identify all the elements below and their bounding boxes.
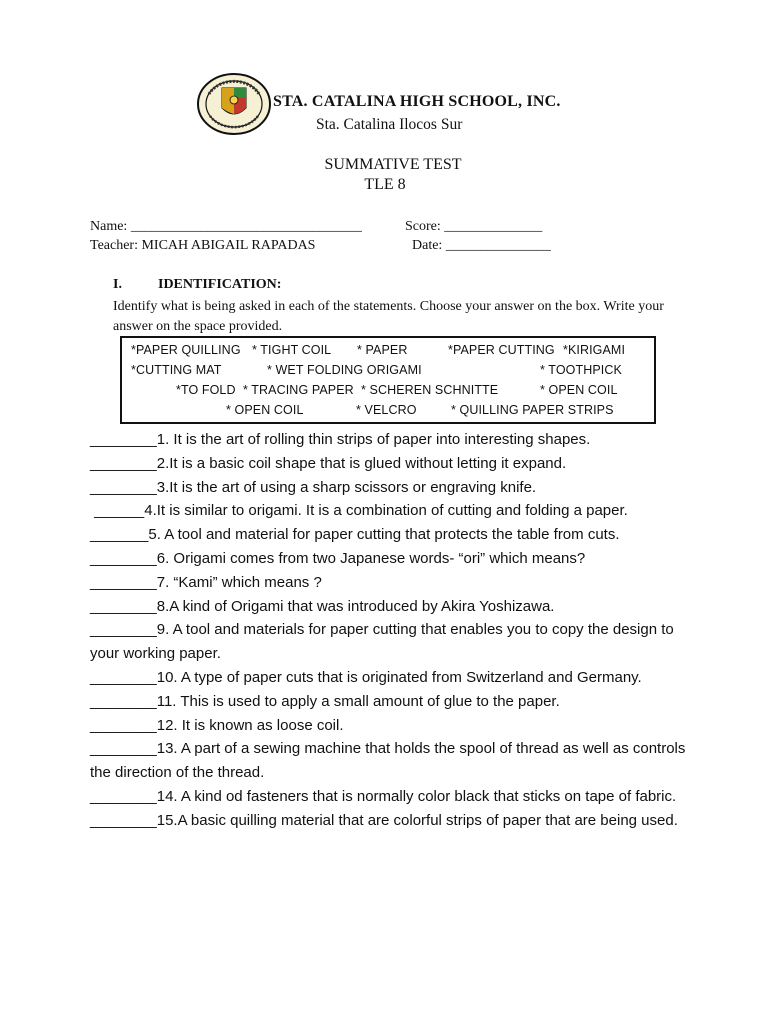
question-item[interactable]: ________1. It is the art of rolling thin strips of paper into interesting shapes. — [90, 431, 591, 448]
choice-item: *TO FOLD — [176, 383, 236, 397]
choice-item: * OPEN COIL — [226, 403, 304, 417]
teacher-label: Teacher: MICAH ABIGAIL RAPADAS — [90, 238, 316, 253]
question-item[interactable]: ________15.A basic quilling material that are colorful strips of paper that are being used. — [90, 811, 678, 829]
choice-item: * SCHEREN SCHNITTE — [361, 383, 499, 397]
question-item[interactable]: ________13. A part of a sewing machine that holds the spool of thread as well as controls the direction of the thread. — [90, 740, 686, 782]
question-item[interactable]: ________8.A kind of Origami that was introduced by Akira Yoshizawa. — [90, 597, 555, 615]
school-name: STA. CATALINA HIGH SCHOOL, INC. — [273, 93, 561, 110]
question-list — [90, 428, 690, 833]
question-item[interactable]: ________14. A kind od fasteners that is normally color black that sticks on tape of fabric. — [90, 787, 677, 805]
answer-choices-box — [120, 336, 656, 424]
choice-item: * TIGHT COIL — [252, 343, 332, 357]
question-item[interactable]: ________6. Origami comes from two Japanese words- “ori” which means? — [90, 549, 586, 567]
choice-item: * VELCRO — [356, 403, 417, 417]
choice-item: *KIRIGAMI — [563, 343, 626, 357]
question-item[interactable]: ________7. “Kami” which means ? — [90, 573, 322, 591]
choice-item: * TOOTHPICK — [540, 363, 622, 377]
question-item[interactable]: ________3.It is the art of using a sharp scissors or engraving knife. — [90, 478, 537, 496]
name-field[interactable]: Name: _________________________________ — [90, 219, 362, 234]
question-item[interactable]: ______4.It is similar to origami. It is a combination of cutting and folding a paper. — [90, 502, 628, 520]
score-field[interactable]: Score: ______________ — [405, 219, 543, 234]
section-title: IDENTIFICATION: — [158, 277, 282, 292]
question-item[interactable]: ________12. It is known as loose coil. — [90, 716, 344, 734]
school-location: Sta. Catalina Ilocos Sur — [316, 116, 463, 133]
choice-item: * OPEN COIL — [540, 383, 618, 397]
section-number: I. — [113, 277, 122, 292]
question-item[interactable]: _______5. A tool and material for paper cutting that protects the table from cuts. — [90, 526, 620, 544]
choice-item: *PAPER CUTTING — [448, 343, 555, 357]
question-item[interactable]: ________10. A type of paper cuts that is originated from Switzerland and Germany. — [90, 668, 642, 686]
choice-item: * PAPER — [357, 343, 408, 357]
choice-item: * WET FOLDING ORIGAMI — [267, 363, 422, 377]
school-seal-logo — [196, 72, 276, 136]
test-title: SUMMATIVE TEST — [324, 156, 462, 173]
choice-item: * QUILLING PAPER STRIPS — [451, 403, 614, 417]
question-item[interactable]: ________2.It is a basic coil shape that is glued without letting it expand. — [90, 454, 567, 472]
choice-item: *CUTTING MAT — [131, 363, 222, 377]
date-field[interactable]: Date: _______________ — [412, 238, 551, 253]
question-item[interactable]: ________9. A tool and materials for paper cutting that enables you to copy the design to your working paper. — [90, 621, 674, 663]
choice-item: *PAPER QUILLING — [131, 343, 241, 357]
test-subject: TLE 8 — [364, 176, 406, 193]
section-instructions: Identify what is being asked in each of the statements. Choose your answer on the box. Write your answer on the space provided. — [113, 299, 664, 334]
choice-item: * TRACING PAPER — [243, 383, 354, 397]
question-item[interactable]: ________11. This is used to apply a small amount of glue to the paper. — [90, 692, 560, 710]
